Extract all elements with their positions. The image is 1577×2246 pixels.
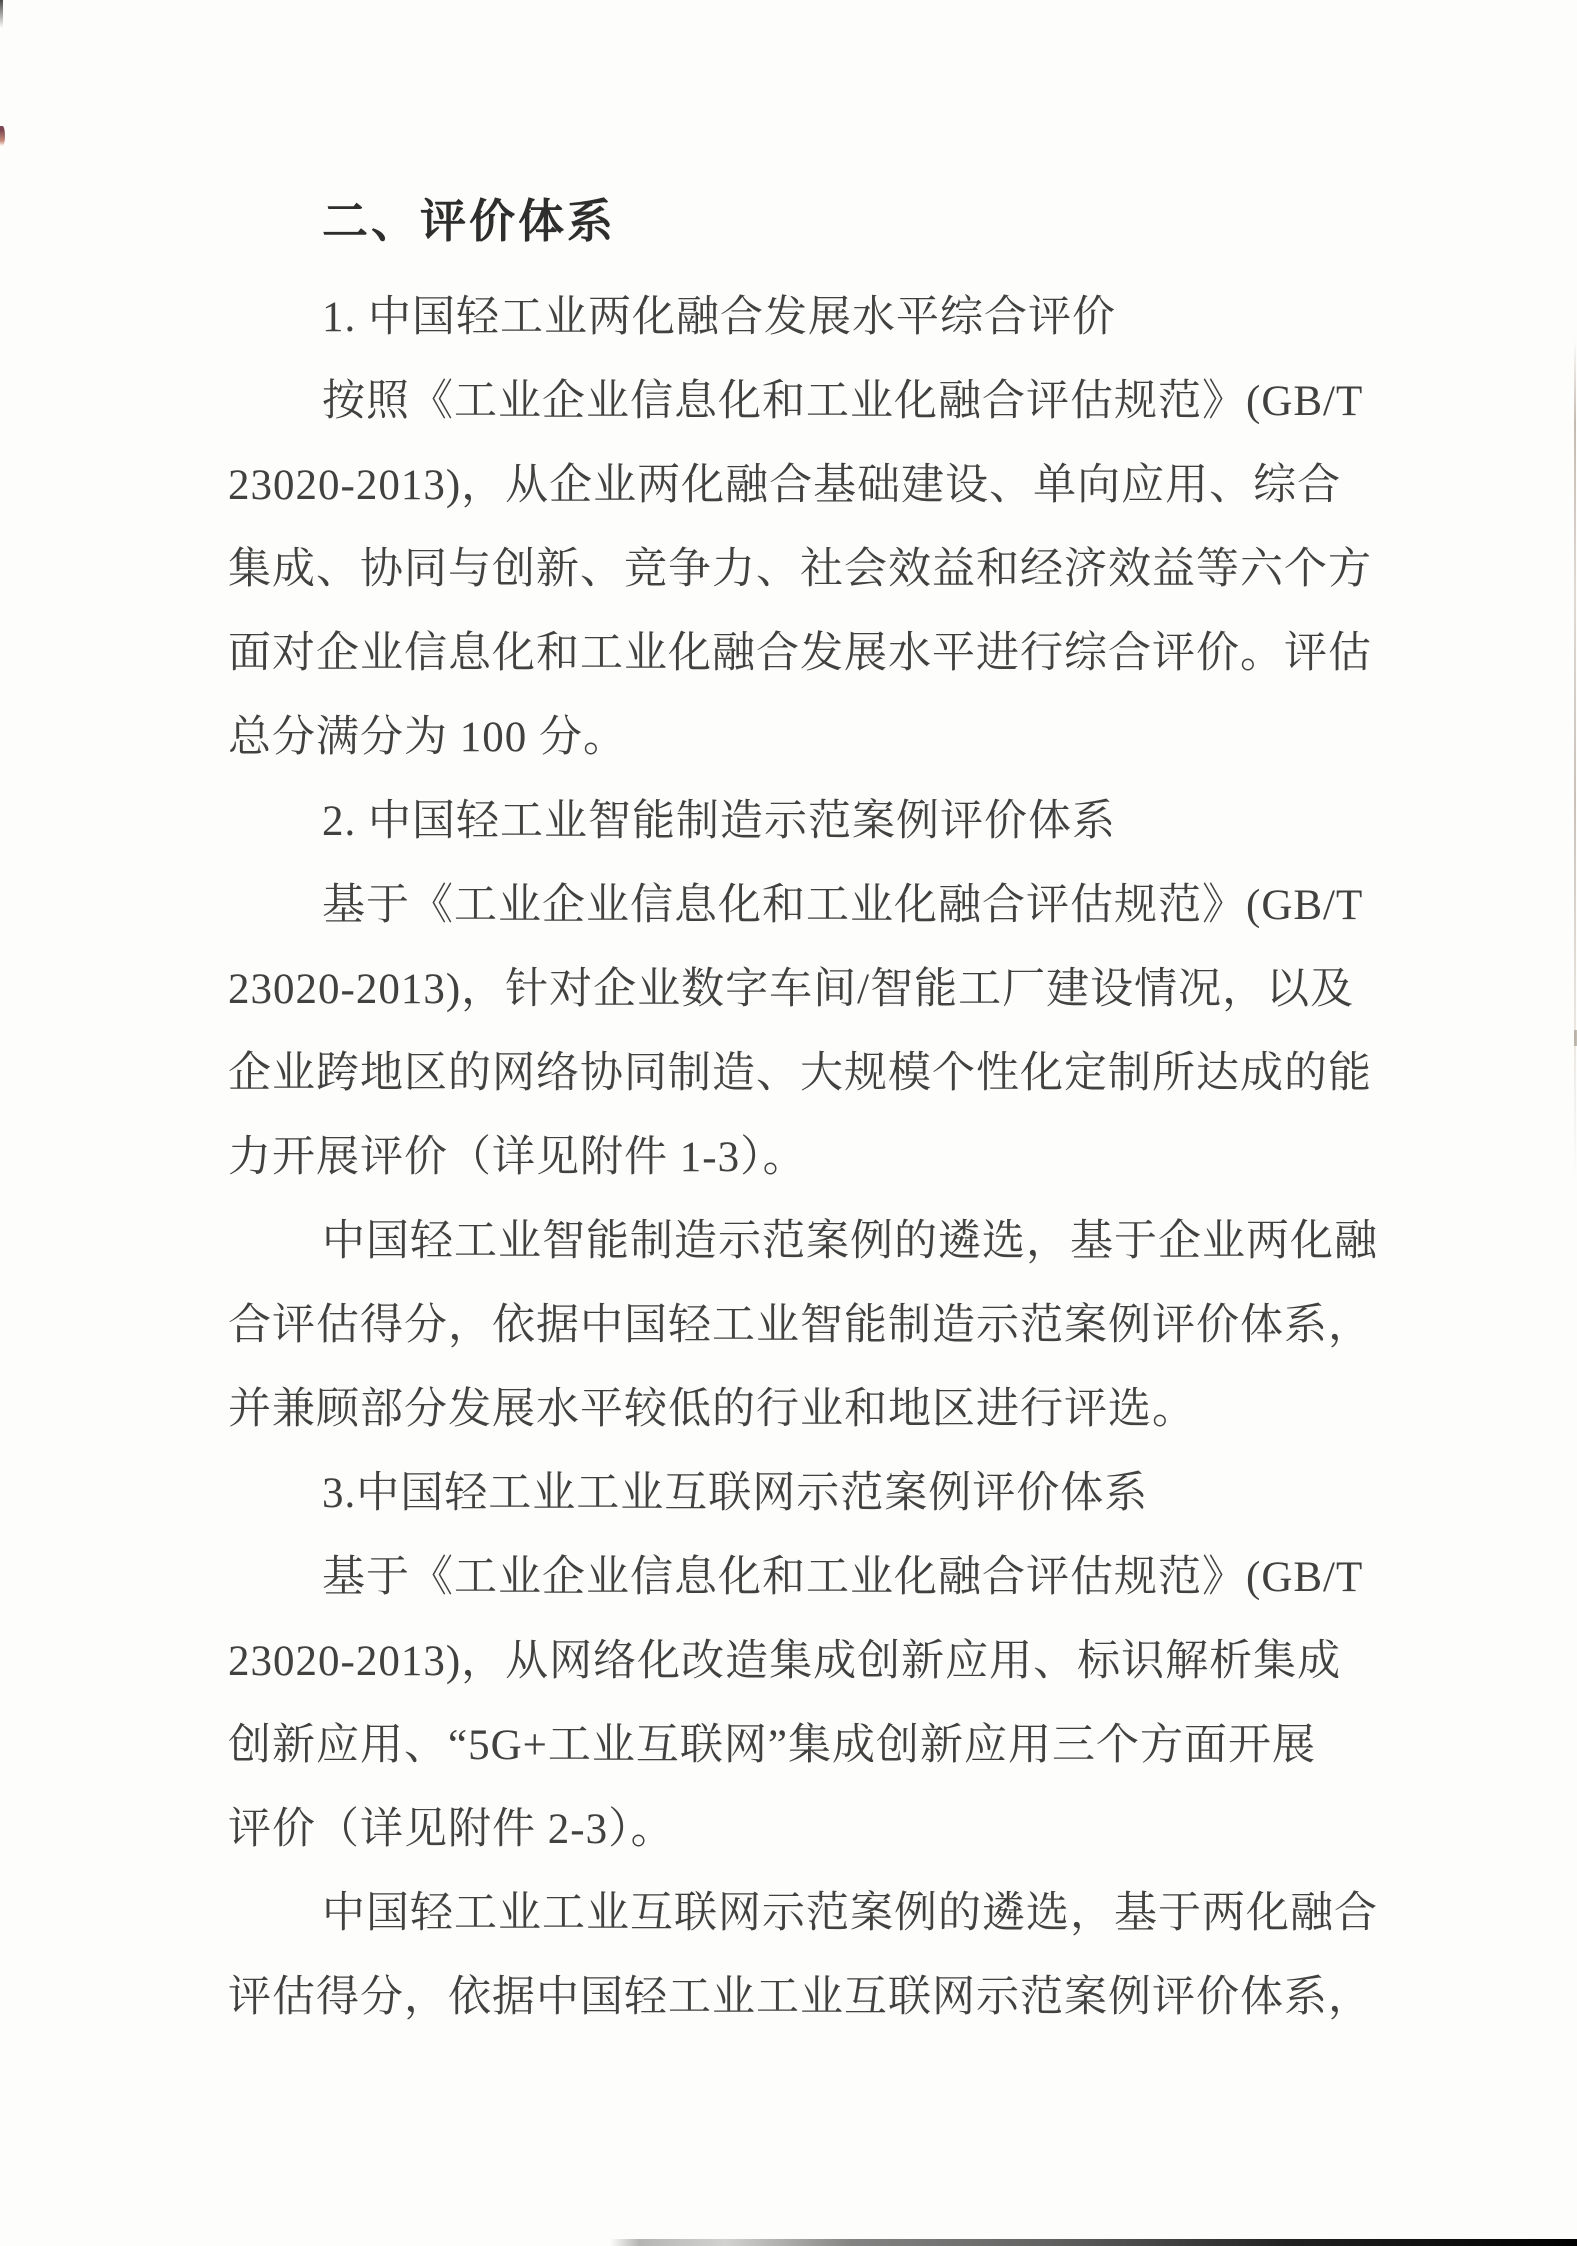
section-heading: 二、评价体系 — [322, 196, 616, 247]
text-line: 中国轻工业工业互联网示范案例的遴选，基于两化融合 — [322, 1890, 1378, 1937]
text-line: 中国轻工业智能制造示范案例的遴选，基于企业两化融 — [322, 1218, 1378, 1265]
text-line-item-2-title: 2. 中国轻工业智能制造示范案例评价体系 — [322, 798, 1116, 845]
text-line: 23020-2013)，从网络化改造集成创新应用、标识解析集成 — [228, 1638, 1342, 1685]
text-line: 23020-2013)，针对企业数字车间/智能工厂建设情况，以及 — [228, 966, 1355, 1013]
text-line: 力开展评价（详见附件 1-3）。 — [228, 1134, 807, 1181]
text-line: 评估得分，依据中国轻工业工业互联网示范案例评价体系， — [228, 1974, 1372, 2021]
document-body — [228, 184, 1428, 2040]
text-line-item-3-title: 3.中国轻工业工业互联网示范案例评价体系 — [322, 1470, 1149, 1517]
text-line: 企业跨地区的网络协同制造、大规模个性化定制所达成的能 — [228, 1050, 1372, 1097]
scan-right-edge-line — [1574, 340, 1576, 1180]
text-line: 合评估得分，依据中国轻工业智能制造示范案例评价体系， — [228, 1302, 1372, 1349]
text-line: 创新应用、“5G+工业互联网”集成创新应用三个方面开展 — [228, 1722, 1316, 1769]
scan-red-smudge — [0, 126, 5, 146]
text-line: 总分满分为 100 分。 — [228, 714, 627, 761]
scan-edge-sliver — [0, 0, 3, 28]
text-line-item-1-title: 1. 中国轻工业两化融合发展水平综合评价 — [322, 294, 1116, 341]
scan-bottom-strip — [610, 2239, 1577, 2246]
text-line: 基于《工业企业信息化和工业化融合评估规范》(GB/T — [322, 1554, 1364, 1601]
text-line: 基于《工业企业信息化和工业化融合评估规范》(GB/T — [322, 882, 1364, 929]
text-line: 并兼顾部分发展水平较低的行业和地区进行评选。 — [228, 1386, 1196, 1433]
text-line: 按照《工业企业信息化和工业化融合评估规范》(GB/T — [322, 378, 1364, 425]
text-line: 集成、协同与创新、竞争力、社会效益和经济效益等六个方 — [228, 546, 1372, 593]
text-line: 23020-2013)，从企业两化融合基础建设、单向应用、综合 — [228, 462, 1342, 509]
text-line: 面对企业信息化和工业化融合发展水平进行综合评价。评估 — [228, 630, 1372, 677]
text-line: 评价（详见附件 2-3）。 — [228, 1806, 675, 1853]
